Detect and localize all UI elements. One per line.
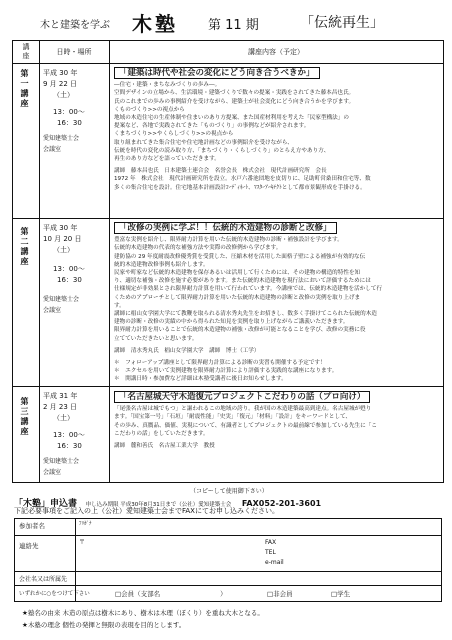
row-divider [13,218,443,219]
form-deadline: 申し込み期限 平成30年8月31日まで（公社）愛知建築士会 [85,502,232,508]
form-instruction: 下記必要事項をご記入の上（公社）愛知建築士会までFAXにてお申し込みください。 [14,507,279,515]
form-title: 「木塾」申込書 [14,499,78,509]
row-content-2: 「改修の実例に学ぶ！！伝統的木造建物の診断と改修」 豊富な実例を紹介し、限界耐力計算を用いた伝統的木造建物の診断・補強設計を学びます。 伝統的木造建物の代表的な補強方法や実際の改修例から学びます。 建防協の 29 年度耐震改修優秀賞を受賞した、圧縮木材を活用した面格子壁による補強が有効的な伝 統的木造建物改修事例も紹介します。 民家や町家など伝統的木造建物を保存あるいは活用して行くためには、その建物の構造的特性を知 り、適切な補強・改修を施す必要があります。また伝統的木造建物を現行法において評価するためには 仕様規定が非効果とされ限界耐力計算を用いて行われています。今講座では、伝統的木造建物を活かして行 くためのアプローチとして限界耐力計算を用いた伝統的木造建物の診断と改修の実例を取り上げま す。 講師に椙山女学園大学にて教鞭を取られる清水秀丸先生をお招きし、数多く手掛けてこられた伝統的木造 建物の診断・改修の実績の中から得られた知見を実例を取り上げながらご講義いただきます。 限界耐力計算を用いることで伝統的木造建物の補強・改修が可能となることを学び、改修の実務に役 立てていただきたいと思います。 講師 清水秀丸氏 椙山女学園大学 講師 博士（工学） ＊ フォローアップ講座として限界耐力計算による診断の実習も開催する予定です！ ＊ エクセルを用いて実例建物を限界耐力計算により評価する実践的な講座になります。 ＊ 開講日時・参加費など詳細は木塾受講者に後日お知らせします。 [114,223,383,383]
footer-note-2: ★木塾の理念 個性の発揮と無限の表現を目的とします。 [22,621,186,629]
row-title-1: 「建築は時代や社会の変化にどう向き合うべきか」 [114,67,320,79]
tel-label: TEL [265,549,276,556]
furigana-label: ﾌﾘｶﾞﾅ [79,521,92,527]
address-field[interactable] [79,545,259,565]
row-title-2: 「改修の実例に学ぶ！！伝統的木造建物の診断と改修」 [114,222,337,234]
form-fax-number: FAX052-201-3601 [241,499,322,508]
contact-label: 連絡先 [19,542,39,550]
row-content-1: 「建築は時代や社会の変化にどう向き合うべきか」 ―住宅・建築・まちなみづくりの歩み―。 空間デザインの立場から、生活環境・建築づくりで数々の提案・実践をされてきた藤本昌也氏。 氏のこれまでの歩みの事例紹介を受けながら、建築士が社会変化にどう向き合うかを学びます。 くものづくり>>の視点から 地域の木造住宅の生産体制や住まいのあり方提案、また国産材利用を考えた「民家型構法」の 提案など、各地で実践されてきた「ものづくり」の事例などが紹介されます。 くまちづくり>>やくらしづくり>>の視点から 取り組まれてきた集合住宅や住宅地計画などの事例紹介を受けながら、 伝統を時代の変化の読み取り方、「まちづくり・くらしづくり」のとらえ方やあり方、 再生のあり方などを語っていただきます。 講師 藤本昌也氏 日本建築士連合会 名誉会長 株式会社 現代計画研究所 会長 1972 年 株式会社 現代計画研究所を設立。水戸六番池団地を皮切りに、足助町営桑田和住宅等、数 多くの集合住宅を設計。住宅地基本計画設計ｺｰﾃﾞｨﾈｰﾄ、ﾏｽﾀｰｱｰｷﾃｸﾄとして都市景観形成を手掛ける。 [114,68,371,191]
email-field[interactable] [291,558,433,566]
page-header [40,6,420,34]
row-date-3: 平成 31 年 2 月 23 日 （土） 13：00～ 16：30 愛知建築士会 会議室 [43,392,85,476]
name-label: 参加者名 [19,522,45,530]
form-row-divider [15,535,441,536]
col-divider [39,41,40,482]
row-content-3: 「名古屋城天守木造復元プロジェクトこだわりの話（プロ向け） 「尾張名古屋は城でもつ」と謳われるこの地域の誇り。我が国の木造建築最高到達点。名古屋城が甦り ます。「国宝第一号」「石垣」「耐震性能」「史実」「復元」「材料」「設計」をキーワードとして、 その歩み、真贋品、価値、実現について、有識者としてプロジェクトの最前線で参加している先生に「こ こだわりの話」をしていただきます。 講師 麓和善氏 名古屋工業大学 教授 [114,392,377,450]
row-label-1: 第一講座 [20,69,29,109]
row-label-2: 第二講座 [20,227,29,267]
col-header-date: 日時・場所 [56,48,92,56]
row-divider [13,386,443,387]
col-divider [109,41,110,482]
form-row-divider [15,571,441,572]
row-date-2: 平成 30 年 10 月 20 日 （土） 13：00～ 16：30 愛知建築士会 会議室 [43,224,85,314]
company-label: 会社名又は所属先 [19,576,68,583]
row-label-3: 第三講座 [20,397,29,437]
header-brand: 木塾 [132,12,178,36]
email-label: e-mail [265,559,284,566]
row-title-3: 「名古屋城天守木造復元プロジェクトこだわりの話（プロ向け） [114,391,370,403]
application-form [14,518,442,602]
schedule-table [12,40,444,483]
option-student[interactable]: □学生 [331,590,351,598]
header-divider [13,63,443,64]
membership-label: いずれかに○をつけて下さい [19,591,90,597]
postal-mark: 〒 [79,539,86,546]
header-theme: 「伝統再生」 [300,15,384,31]
fax-label: FAX [265,539,277,546]
form-row-divider [15,585,441,586]
company-field[interactable] [79,573,439,583]
col-header-koza: 講座 [22,43,30,61]
fax-field[interactable] [283,538,433,546]
option-nonmember[interactable]: □非会員 [267,590,293,598]
footer-note-1: ★塾名の由来 木造の原点は樹木にあり、樹木は木理（ぼくり）を重ね大木となる。 [22,609,264,617]
header-subtitle: 木と建築を学ぶ [40,20,110,31]
header-term: 第 11 期 [208,18,259,33]
option-member[interactable]: □会員（支部名 ） [115,590,227,598]
tel-field[interactable] [283,548,433,556]
cut-line-note: （コピーして使用御下さい） [190,488,268,495]
col-header-content: 講座内容（予定） [248,48,304,56]
name-field[interactable] [79,525,439,533]
row-date-1: 平成 30 年 9 月 22 日 （土） 13：00～ 16：30 愛知建築士会 会議室 [43,69,85,153]
